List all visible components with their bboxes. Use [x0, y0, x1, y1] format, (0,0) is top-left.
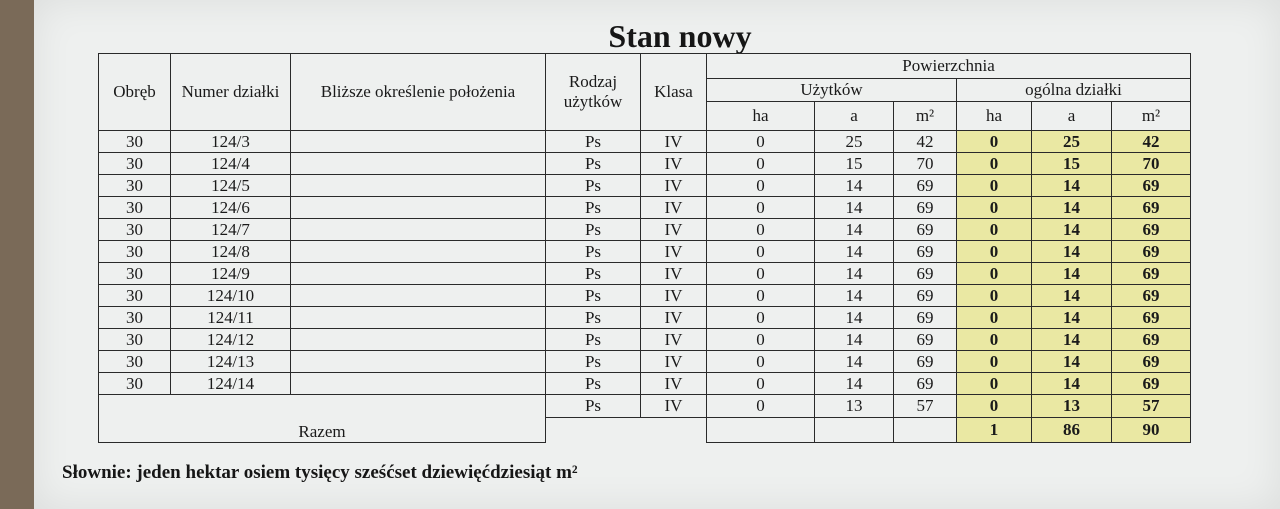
table-row	[99, 329, 1191, 351]
cell-u-ha: 0	[707, 351, 815, 373]
cell-blizsze	[291, 373, 546, 395]
cell-u-m2: 69	[894, 241, 957, 263]
cell-obreb: 30	[99, 351, 171, 373]
total-m2: 90	[1112, 418, 1191, 443]
cell-rodzaj: Ps	[546, 307, 641, 329]
cell-rodzaj: Ps	[546, 131, 641, 153]
cell-u-a: 14	[815, 373, 894, 395]
cell-klasa: IV	[641, 219, 707, 241]
cell-numer: 124/7	[171, 219, 291, 241]
cell-o-a: 14	[1032, 285, 1112, 307]
table-row	[99, 351, 1191, 373]
cell-rodzaj: Ps	[546, 285, 641, 307]
cell-obreb: 30	[99, 197, 171, 219]
table-row	[99, 197, 1191, 219]
cell-klasa: IV	[641, 329, 707, 351]
cell-u-a: 13	[815, 395, 894, 418]
cell-o-m2: 69	[1112, 241, 1191, 263]
cell-o-m2: 42	[1112, 131, 1191, 153]
table-row	[99, 175, 1191, 197]
cell-klasa: IV	[641, 373, 707, 395]
cell-numer: 124/4	[171, 153, 291, 175]
table-row	[99, 373, 1191, 395]
cell-o-a: 14	[1032, 197, 1112, 219]
cell-o-a: 14	[1032, 219, 1112, 241]
cell-o-m2: 69	[1112, 219, 1191, 241]
cell-blizsze	[291, 241, 546, 263]
cell-u-m2: 70	[894, 153, 957, 175]
amount-in-words: Słownie: jeden hektar osiem tysięcy sześćset dziewięćdziesiąt m²	[62, 462, 578, 483]
cell-rodzaj: Ps	[546, 175, 641, 197]
cell-u-a: 14	[815, 285, 894, 307]
table-row	[99, 285, 1191, 307]
cell-o-a: 14	[1032, 307, 1112, 329]
cell-u-a: 25	[815, 131, 894, 153]
header-u-a: a	[815, 102, 894, 131]
cell-u-ha: 0	[707, 285, 815, 307]
cell-blizsze	[291, 197, 546, 219]
cell-o-m2: 69	[1112, 175, 1191, 197]
cell-u-ha: 0	[707, 373, 815, 395]
table-row	[99, 153, 1191, 175]
cell-u-m2: 69	[894, 175, 957, 197]
cell-o-a: 14	[1032, 241, 1112, 263]
table-row	[99, 241, 1191, 263]
cell-o-a: 25	[1032, 131, 1112, 153]
cell-o-ha: 0	[957, 219, 1032, 241]
cell-obreb: 30	[99, 307, 171, 329]
parcel-table	[98, 53, 1191, 443]
cell-blizsze	[291, 131, 546, 153]
cell-numer: 124/6	[171, 197, 291, 219]
cell-u-m2: 69	[894, 219, 957, 241]
cell-obreb: 30	[99, 153, 171, 175]
cell-obreb: 30	[99, 219, 171, 241]
cell-klasa: IV	[641, 395, 707, 418]
cell-u-a: 14	[815, 241, 894, 263]
cell-u-ha: 0	[707, 219, 815, 241]
cell-o-a: 14	[1032, 175, 1112, 197]
cell-klasa: IV	[641, 153, 707, 175]
cell-o-ha: 0	[957, 329, 1032, 351]
cell-rodzaj: Ps	[546, 197, 641, 219]
cell-numer: 124/8	[171, 241, 291, 263]
cell-obreb: 30	[99, 241, 171, 263]
cell-u-a: 15	[815, 153, 894, 175]
cell-u-a: 14	[815, 175, 894, 197]
cell-blizsze	[291, 329, 546, 351]
cell-o-ha: 0	[957, 263, 1032, 285]
cell-numer: 124/10	[171, 285, 291, 307]
cell-rodzaj: Ps	[546, 241, 641, 263]
cell-numer: 124/12	[171, 329, 291, 351]
cell-obreb: 30	[99, 329, 171, 351]
cell-u-m2: 69	[894, 373, 957, 395]
cell-obreb: 30	[99, 373, 171, 395]
cell-o-a: 15	[1032, 153, 1112, 175]
cell-o-a: 13	[1032, 395, 1112, 418]
cell-u-m2: 69	[894, 307, 957, 329]
cell-o-m2: 69	[1112, 373, 1191, 395]
cell-blizsze	[291, 263, 546, 285]
cell-o-ha: 0	[957, 197, 1032, 219]
razem-label: Razem	[99, 395, 546, 443]
cell-obreb: 30	[99, 131, 171, 153]
cell-o-m2: 69	[1112, 263, 1191, 285]
cell-empty	[815, 418, 894, 443]
cell-u-ha: 0	[707, 307, 815, 329]
cell-numer: 124/5	[171, 175, 291, 197]
cell-o-m2: 69	[1112, 351, 1191, 373]
header-uzytkow: Użytków	[707, 79, 957, 102]
cell-o-m2: 69	[1112, 285, 1191, 307]
header-klasa: Klasa	[641, 54, 707, 131]
header-powierzchnia: Powierzchnia	[707, 54, 1191, 79]
cell-u-ha: 0	[707, 175, 815, 197]
cell-klasa: IV	[641, 307, 707, 329]
cell-empty	[894, 418, 957, 443]
cell-klasa: IV	[641, 351, 707, 373]
cell-o-m2: 70	[1112, 153, 1191, 175]
total-a: 86	[1032, 418, 1112, 443]
cell-u-ha: 0	[707, 395, 815, 418]
cell-u-ha: 0	[707, 241, 815, 263]
cell-blizsze	[291, 175, 546, 197]
cell-o-m2: 69	[1112, 197, 1191, 219]
cell-o-a: 14	[1032, 329, 1112, 351]
cell-u-m2: 69	[894, 329, 957, 351]
total-spacer	[546, 418, 707, 443]
cell-u-ha: 0	[707, 329, 815, 351]
cell-u-m2: 42	[894, 131, 957, 153]
cell-u-ha: 0	[707, 197, 815, 219]
cell-o-ha: 0	[957, 153, 1032, 175]
cell-o-a: 14	[1032, 351, 1112, 373]
cell-o-a: 14	[1032, 263, 1112, 285]
cell-o-ha: 0	[957, 285, 1032, 307]
cell-klasa: IV	[641, 241, 707, 263]
cell-klasa: IV	[641, 263, 707, 285]
cell-u-a: 14	[815, 307, 894, 329]
cell-rodzaj: Ps	[546, 219, 641, 241]
cell-u-m2: 69	[894, 197, 957, 219]
cell-o-ha: 0	[957, 395, 1032, 418]
cell-o-m2: 69	[1112, 329, 1191, 351]
cell-obreb: 30	[99, 175, 171, 197]
cell-obreb: 30	[99, 285, 171, 307]
cell-blizsze	[291, 351, 546, 373]
header-o-a: a	[1032, 102, 1112, 131]
cell-numer: 124/14	[171, 373, 291, 395]
cell-o-ha: 0	[957, 351, 1032, 373]
header-obreb: Obręb	[99, 54, 171, 131]
cell-blizsze	[291, 219, 546, 241]
cell-empty	[707, 418, 815, 443]
cell-u-a: 14	[815, 263, 894, 285]
cell-o-ha: 0	[957, 373, 1032, 395]
cell-u-m2: 69	[894, 351, 957, 373]
cell-u-ha: 0	[707, 131, 815, 153]
cell-rodzaj: Ps	[546, 153, 641, 175]
cell-klasa: IV	[641, 197, 707, 219]
cell-o-m2: 57	[1112, 395, 1191, 418]
cell-blizsze	[291, 307, 546, 329]
total-ha: 1	[957, 418, 1032, 443]
cell-rodzaj: Ps	[546, 395, 641, 418]
table-row	[99, 131, 1191, 153]
table-row	[99, 263, 1191, 285]
cell-numer: 124/13	[171, 351, 291, 373]
cell-o-m2: 69	[1112, 307, 1191, 329]
header-ogolna: ogólna działki	[957, 79, 1191, 102]
cell-o-ha: 0	[957, 241, 1032, 263]
cell-numer: 124/3	[171, 131, 291, 153]
cell-u-m2: 69	[894, 285, 957, 307]
cell-rodzaj: Ps	[546, 263, 641, 285]
cell-numer: 124/9	[171, 263, 291, 285]
cell-o-ha: 0	[957, 307, 1032, 329]
cell-rodzaj: Ps	[546, 329, 641, 351]
table-row-last	[99, 395, 1191, 418]
cell-u-a: 14	[815, 351, 894, 373]
cell-u-a: 14	[815, 197, 894, 219]
table-row	[99, 307, 1191, 329]
cell-rodzaj: Ps	[546, 373, 641, 395]
cell-klasa: IV	[641, 285, 707, 307]
cell-o-ha: 0	[957, 175, 1032, 197]
header-blizsze: Bliższe określenie położenia	[291, 54, 546, 131]
header-u-m2: m²	[894, 102, 957, 131]
cell-u-a: 14	[815, 219, 894, 241]
cell-obreb: 30	[99, 263, 171, 285]
cell-o-a: 14	[1032, 373, 1112, 395]
header-o-ha: ha	[957, 102, 1032, 131]
header-numer: Numer działki	[171, 54, 291, 131]
cell-u-m2: 69	[894, 263, 957, 285]
cell-rodzaj: Ps	[546, 351, 641, 373]
cell-u-ha: 0	[707, 153, 815, 175]
cell-blizsze	[291, 285, 546, 307]
header-u-ha: ha	[707, 102, 815, 131]
cell-u-ha: 0	[707, 263, 815, 285]
cell-numer: 124/11	[171, 307, 291, 329]
cell-klasa: IV	[641, 131, 707, 153]
table-row	[99, 219, 1191, 241]
cell-u-m2: 57	[894, 395, 957, 418]
cell-blizsze	[291, 153, 546, 175]
header-rodzaj: Rodzaj użytków	[546, 54, 641, 131]
cell-klasa: IV	[641, 175, 707, 197]
header-o-m2: m²	[1112, 102, 1191, 131]
cell-u-a: 14	[815, 329, 894, 351]
cell-o-ha: 0	[957, 131, 1032, 153]
document-title: Stan nowy	[608, 18, 752, 54]
